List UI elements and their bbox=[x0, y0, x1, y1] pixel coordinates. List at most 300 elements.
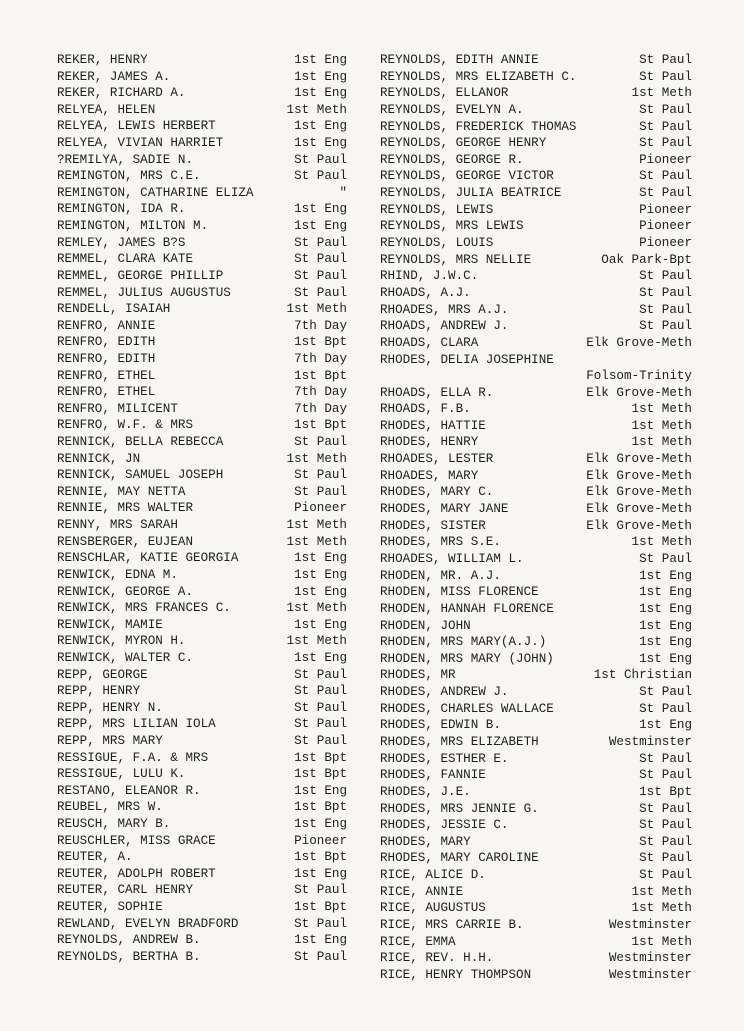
entry-church: 1st Meth bbox=[286, 302, 347, 317]
entry-church: 1st Meth bbox=[286, 518, 347, 533]
entry-name: RHODES, MR bbox=[380, 668, 456, 683]
entry-name: RENFRO, EDITH bbox=[57, 335, 156, 350]
entry-name: RHODES, MRS ELIZABETH bbox=[380, 734, 539, 749]
list-item bbox=[380, 784, 692, 801]
list-item bbox=[380, 667, 692, 684]
list-item bbox=[57, 617, 347, 634]
entry-name: RHODES, J.E. bbox=[380, 784, 471, 799]
entry-church: 1st Bpt bbox=[294, 335, 347, 350]
entry-church: Westminster bbox=[608, 918, 692, 933]
entry-church: 1st Meth bbox=[631, 402, 692, 417]
entry-church: St Paul bbox=[294, 717, 347, 732]
entry-name: REUBEL, MRS W. bbox=[57, 800, 163, 815]
list-item bbox=[380, 468, 692, 485]
list-item bbox=[57, 866, 347, 883]
entry-church: St Paul bbox=[639, 186, 692, 201]
entry-church: 1st Bpt bbox=[294, 900, 347, 915]
entry-church: 1st Eng bbox=[639, 568, 692, 583]
entry-church: 1st Meth bbox=[286, 102, 347, 117]
list-item bbox=[380, 534, 692, 551]
entry-name: RENNIE, MRS WALTER bbox=[57, 501, 194, 516]
list-item bbox=[57, 899, 347, 916]
entry-church: Pioneer bbox=[294, 833, 347, 848]
list-item bbox=[380, 684, 692, 701]
entry-name: RHODES, EDWIN B. bbox=[380, 718, 501, 733]
entry-church: 7th Day bbox=[294, 385, 347, 400]
entry-church: Westminster bbox=[608, 734, 692, 749]
entry-name: REPP, HENRY N. bbox=[57, 700, 163, 715]
entry-name: RHODES, MARY C. bbox=[380, 485, 494, 500]
entry-name: RHODEN, MRS MARY (JOHN) bbox=[380, 651, 554, 666]
entry-church: St Paul bbox=[294, 484, 347, 499]
entry-church: St Paul bbox=[294, 435, 347, 450]
list-item bbox=[57, 368, 347, 385]
list-item bbox=[380, 285, 692, 302]
entry-name: REYNOLDS, JULIA BEATRICE bbox=[380, 186, 562, 201]
entry-name: RESSIGUE, F.A. & MRS bbox=[57, 750, 209, 765]
entry-church: St Paul bbox=[639, 319, 692, 334]
entry-church: St Paul bbox=[294, 169, 347, 184]
entry-name: REMMEL, GEORGE PHILLIP bbox=[57, 268, 224, 283]
entry-church: Elk Grove-Meth bbox=[586, 452, 692, 467]
entry-church: 1st Eng bbox=[294, 551, 347, 566]
entry-name: RHODEN, JOHN bbox=[380, 618, 471, 633]
list-item bbox=[57, 932, 347, 949]
entry-name: RELYEA, VIVIAN HARRIET bbox=[57, 136, 224, 151]
entry-name: RHOADES, MARY bbox=[380, 468, 479, 483]
entry-name: REPP, GEORGE bbox=[57, 667, 148, 682]
list-item bbox=[57, 218, 347, 235]
entry-name: RHODES, DELIA JOSEPHINE bbox=[380, 352, 554, 367]
entry-name: RHODES, ESTHER E. bbox=[380, 751, 509, 766]
list-item bbox=[380, 119, 692, 136]
entry-name: RICE, ALICE D. bbox=[380, 868, 486, 883]
list-item bbox=[57, 517, 347, 534]
entry-name: RHOADES, WILLIAM L. bbox=[380, 551, 524, 566]
entry-church: St Paul bbox=[294, 700, 347, 715]
entry-church: St Paul bbox=[294, 684, 347, 699]
entry-name: ?REMILYA, SADIE N. bbox=[57, 152, 194, 167]
entry-church: St Paul bbox=[639, 701, 692, 716]
entry-name: REUTER, ADOLPH ROBERT bbox=[57, 866, 216, 881]
entry-church: St Paul bbox=[639, 102, 692, 117]
entry-name: RICE, HENRY THOMPSON bbox=[380, 967, 532, 982]
entry-church: 1st Eng bbox=[639, 585, 692, 600]
list-item bbox=[57, 185, 347, 202]
list-item bbox=[380, 917, 692, 934]
entry-name: RENNICK, JN bbox=[57, 451, 141, 466]
list-item bbox=[380, 318, 692, 335]
entry-church: 1st Eng bbox=[294, 567, 347, 582]
entry-church: Elk Grove-Meth bbox=[586, 485, 692, 500]
entry-church: 1st Eng bbox=[294, 650, 347, 665]
list-item bbox=[57, 434, 347, 451]
list-item bbox=[380, 352, 692, 385]
entry-name: RHODES, HATTIE bbox=[380, 418, 486, 433]
list-item bbox=[380, 900, 692, 917]
entry-church: Elk Grove-Meth bbox=[586, 335, 692, 350]
list-item bbox=[380, 950, 692, 967]
list-item bbox=[57, 650, 347, 667]
entry-name: RENNY, MRS SARAH bbox=[57, 518, 178, 533]
entry-church: St Paul bbox=[294, 268, 347, 283]
entry-church: St Paul bbox=[639, 285, 692, 300]
entry-name: REYNOLDS, LEWIS bbox=[380, 202, 494, 217]
entry-church: 1st Meth bbox=[631, 86, 692, 101]
entry-church: 1st Eng bbox=[639, 651, 692, 666]
list-item bbox=[57, 384, 347, 401]
list-item bbox=[380, 401, 692, 418]
entry-name: RENFRO, EDITH bbox=[57, 351, 156, 366]
entry-church: 7th Day bbox=[294, 351, 347, 366]
entry-church: Pioneer bbox=[639, 202, 692, 217]
entry-name: RENFRO, ETHEL bbox=[57, 385, 156, 400]
entry-name: REYNOLDS, FREDERICK THOMAS bbox=[380, 119, 577, 134]
list-item bbox=[57, 285, 347, 302]
entry-name: REYNOLDS, GEORGE R. bbox=[380, 152, 524, 167]
entry-name: REYNOLDS, GEORGE HENRY bbox=[380, 136, 547, 151]
right-column bbox=[380, 52, 692, 984]
list-item bbox=[57, 401, 347, 418]
list-item bbox=[57, 849, 347, 866]
entry-church: 1st Eng bbox=[294, 817, 347, 832]
entry-name: RICE, ANNIE bbox=[380, 884, 464, 899]
list-item bbox=[380, 69, 692, 86]
entry-church: 7th Day bbox=[294, 401, 347, 416]
entry-name: RHODES, HENRY bbox=[380, 435, 479, 450]
list-item bbox=[57, 351, 347, 368]
entry-church: " bbox=[339, 185, 347, 200]
entry-name: REUSCH, MARY B. bbox=[57, 817, 171, 832]
entry-church: 1st Bpt bbox=[294, 368, 347, 383]
entry-name: REKER, RICHARD A. bbox=[57, 86, 186, 101]
entry-church: 7th Day bbox=[294, 318, 347, 333]
list-item bbox=[380, 484, 692, 501]
entry-church: 1st Meth bbox=[286, 534, 347, 549]
list-item bbox=[57, 882, 347, 899]
entry-name: REPP, HENRY bbox=[57, 684, 141, 699]
entry-name: RICE, EMMA bbox=[380, 934, 456, 949]
entry-name: RENNICK, SAMUEL JOSEPH bbox=[57, 468, 224, 483]
list-item bbox=[380, 584, 692, 601]
entry-name: RICE, AUGUSTUS bbox=[380, 901, 486, 916]
entry-church: 1st Eng bbox=[294, 617, 347, 632]
entry-name: RENWICK, EDNA M. bbox=[57, 567, 178, 582]
list-item bbox=[380, 634, 692, 651]
entry-church: St Paul bbox=[294, 949, 347, 964]
entry-name: RENFRO, W.F. & MRS bbox=[57, 418, 194, 433]
list-item bbox=[57, 567, 347, 584]
entry-name: RHODES, FANNIE bbox=[380, 768, 486, 783]
entry-church: 1st Christian bbox=[593, 668, 692, 683]
entry-church: 1st Meth bbox=[631, 435, 692, 450]
list-item bbox=[57, 52, 347, 69]
list-item bbox=[380, 385, 692, 402]
entry-name: REUTER, CARL HENRY bbox=[57, 883, 194, 898]
entry-church: 1st Meth bbox=[631, 901, 692, 916]
list-item bbox=[380, 834, 692, 851]
entry-church: St Paul bbox=[639, 69, 692, 84]
entry-name: RENNICK, BELLA REBECCA bbox=[57, 435, 224, 450]
list-item bbox=[57, 783, 347, 800]
list-item bbox=[57, 766, 347, 783]
entry-name: RENDELL, ISAIAH bbox=[57, 302, 171, 317]
list-item bbox=[57, 85, 347, 102]
list-item bbox=[57, 118, 347, 135]
list-item bbox=[57, 534, 347, 551]
entry-name: RHIND, J.W.C. bbox=[380, 269, 479, 284]
entry-church: St Paul bbox=[639, 851, 692, 866]
list-item bbox=[57, 451, 347, 468]
entry-church: St Paul bbox=[294, 883, 347, 898]
entry-name: REYNOLDS, MRS ELIZABETH C. bbox=[380, 69, 577, 84]
list-item bbox=[380, 218, 692, 235]
list-item bbox=[57, 949, 347, 966]
entry-church: St Paul bbox=[294, 152, 347, 167]
list-item bbox=[57, 301, 347, 318]
entry-church: St Paul bbox=[294, 235, 347, 250]
entry-church: Elk Grove-Meth bbox=[586, 502, 692, 517]
list-item bbox=[57, 799, 347, 816]
entry-church: Folsom-Trinity bbox=[586, 368, 692, 383]
entry-name: RHOADS, ELLA R. bbox=[380, 385, 494, 400]
entry-church: 1st Meth bbox=[631, 535, 692, 550]
entry-name: RHODES, JESSIE C. bbox=[380, 818, 509, 833]
entry-name: RHOADES, MRS A.J. bbox=[380, 302, 509, 317]
entry-name: RESSIGUE, LULU K. bbox=[57, 767, 186, 782]
entry-name: REYNOLDS, MRS NELLIE bbox=[380, 252, 532, 267]
entry-name: RHODEN, MISS FLORENCE bbox=[380, 585, 539, 600]
list-item bbox=[57, 600, 347, 617]
entry-name: RENSCHLAR, KATIE GEORGIA bbox=[57, 551, 239, 566]
entry-name: REUSCHLER, MISS GRACE bbox=[57, 833, 216, 848]
entry-name: RENFRO, ETHEL bbox=[57, 368, 156, 383]
entry-church: 1st Eng bbox=[294, 584, 347, 599]
list-item bbox=[380, 884, 692, 901]
list-item bbox=[57, 201, 347, 218]
entry-name: REYNOLDS, EDITH ANNIE bbox=[380, 53, 539, 67]
list-item bbox=[380, 967, 692, 984]
entry-church: St Paul bbox=[639, 768, 692, 783]
entry-church: Oak Park-Bpt bbox=[601, 252, 692, 267]
entry-name: RHODES, SISTER bbox=[380, 518, 486, 533]
list-item bbox=[57, 235, 347, 252]
entry-name: REMLEY, JAMES B?S bbox=[57, 235, 186, 250]
entry-church: Pioneer bbox=[294, 501, 347, 516]
entry-church: St Paul bbox=[639, 818, 692, 833]
entry-name: REMINGTON, CATHARINE ELIZA bbox=[57, 185, 254, 200]
entry-name: RENWICK, MRS FRANCES C. bbox=[57, 601, 231, 616]
entry-name: RENWICK, WALTER C. bbox=[57, 650, 194, 665]
entry-name: REUTER, SOPHIE bbox=[57, 900, 163, 915]
entry-name: RHODES, MARY JANE bbox=[380, 502, 509, 517]
entry-church: St Paul bbox=[639, 751, 692, 766]
list-item bbox=[380, 52, 692, 69]
entry-name: RHODEN, MR. A.J. bbox=[380, 568, 501, 583]
list-item bbox=[57, 268, 347, 285]
list-item bbox=[380, 551, 692, 568]
entry-church: 1st Eng bbox=[294, 783, 347, 798]
list-item bbox=[57, 334, 347, 351]
entry-name: RHODES, MRS S.E. bbox=[380, 535, 501, 550]
list-item bbox=[57, 417, 347, 434]
entry-church: St Paul bbox=[639, 136, 692, 151]
left-column bbox=[57, 52, 347, 966]
list-item bbox=[380, 135, 692, 152]
entry-church: 1st Eng bbox=[294, 219, 347, 234]
entry-name: RENFRO, ANNIE bbox=[57, 318, 156, 333]
entry-church: St Paul bbox=[294, 468, 347, 483]
list-item bbox=[380, 235, 692, 252]
list-item bbox=[57, 135, 347, 152]
list-item bbox=[57, 550, 347, 567]
entry-name: REPP, MRS LILIAN IOLA bbox=[57, 717, 216, 732]
entry-church: St Paul bbox=[639, 834, 692, 849]
entry-church: Pioneer bbox=[639, 152, 692, 167]
entry-church: 1st Meth bbox=[286, 634, 347, 649]
list-item bbox=[380, 867, 692, 884]
entry-church: St Paul bbox=[639, 119, 692, 134]
list-item bbox=[380, 751, 692, 768]
entry-name: RENWICK, GEORGE A. bbox=[57, 584, 194, 599]
list-item bbox=[380, 801, 692, 818]
list-item bbox=[57, 484, 347, 501]
list-item bbox=[57, 251, 347, 268]
list-item bbox=[380, 850, 692, 867]
list-item bbox=[57, 750, 347, 767]
entry-church: 1st Bpt bbox=[294, 800, 347, 815]
entry-church: St Paul bbox=[294, 733, 347, 748]
entry-name: RHODES, CHARLES WALLACE bbox=[380, 701, 554, 716]
entry-name: RHOADES, LESTER bbox=[380, 452, 494, 467]
list-item bbox=[57, 716, 347, 733]
list-item bbox=[57, 102, 347, 119]
list-item bbox=[380, 651, 692, 668]
entry-name: REMINGTON, MILTON M. bbox=[57, 219, 209, 234]
list-item bbox=[380, 268, 692, 285]
entry-name: RICE, MRS CARRIE B. bbox=[380, 918, 524, 933]
entry-name: RHODES, MARY bbox=[380, 834, 471, 849]
list-item bbox=[380, 717, 692, 734]
entry-church: 1st Eng bbox=[294, 866, 347, 881]
entry-name: REYNOLDS, MRS LEWIS bbox=[380, 219, 524, 234]
entry-name: RHOADS, CLARA bbox=[380, 335, 479, 350]
list-item bbox=[57, 683, 347, 700]
entry-church: 1st Bpt bbox=[294, 418, 347, 433]
list-item bbox=[380, 518, 692, 535]
entry-church: Westminster bbox=[608, 951, 692, 966]
entry-church: 1st Eng bbox=[294, 86, 347, 101]
entry-church: St Paul bbox=[639, 868, 692, 883]
entry-church: St Paul bbox=[639, 551, 692, 566]
entry-name: REMMEL, CLARA KATE bbox=[57, 252, 194, 267]
entry-church: 1st Eng bbox=[294, 119, 347, 134]
list-item bbox=[57, 700, 347, 717]
entry-name: RENWICK, MAMIE bbox=[57, 617, 163, 632]
list-item bbox=[380, 734, 692, 751]
list-item bbox=[380, 501, 692, 518]
entry-name: REMINGTON, MRS C.E. bbox=[57, 169, 201, 184]
list-item bbox=[57, 667, 347, 684]
list-item bbox=[380, 102, 692, 119]
list-item bbox=[380, 418, 692, 435]
entry-church: St Paul bbox=[639, 685, 692, 700]
list-item bbox=[380, 252, 692, 269]
entry-church: 1st Eng bbox=[294, 202, 347, 217]
entry-church: Elk Grove-Meth bbox=[586, 468, 692, 483]
list-item bbox=[380, 335, 692, 352]
list-item bbox=[380, 568, 692, 585]
list-item bbox=[380, 302, 692, 319]
list-item bbox=[380, 202, 692, 219]
entry-name: RELYEA, LEWIS HERBERT bbox=[57, 119, 216, 134]
entry-name: RENWICK, MYRON H. bbox=[57, 634, 186, 649]
entry-name: REUTER, A. bbox=[57, 850, 133, 865]
list-item bbox=[380, 767, 692, 784]
entry-name: REWLAND, EVELYN BRADFORD bbox=[57, 916, 239, 931]
entry-name: REPP, MRS MARY bbox=[57, 733, 163, 748]
entry-name: RENFRO, MILICENT bbox=[57, 401, 178, 416]
entry-church: St Paul bbox=[294, 916, 347, 931]
entry-name: REYNOLDS, GEORGE VICTOR bbox=[380, 169, 554, 184]
entry-church: 1st Meth bbox=[286, 451, 347, 466]
list-item bbox=[57, 318, 347, 335]
list-item bbox=[57, 500, 347, 517]
entry-name: REMMEL, JULIUS AUGUSTUS bbox=[57, 285, 231, 300]
entry-church: 1st Bpt bbox=[639, 784, 692, 799]
entry-church: 1st Eng bbox=[639, 618, 692, 633]
entry-church: 1st Eng bbox=[294, 136, 347, 151]
entry-church: St Paul bbox=[294, 285, 347, 300]
entry-name: RENNIE, MAY NETTA bbox=[57, 484, 186, 499]
entry-church: St Paul bbox=[294, 252, 347, 267]
entry-name: REYNOLDS, LOUIS bbox=[380, 236, 494, 251]
list-item bbox=[380, 451, 692, 468]
entry-name: REYNOLDS, EVELYN A. bbox=[380, 102, 524, 117]
entry-church: 1st Bpt bbox=[294, 767, 347, 782]
entry-church: St Paul bbox=[639, 169, 692, 184]
entry-church: Elk Grove-Meth bbox=[586, 518, 692, 533]
list-item bbox=[57, 69, 347, 86]
list-item bbox=[380, 185, 692, 202]
entry-church: St Paul bbox=[639, 53, 692, 67]
entry-name: REKER, HENRY bbox=[57, 53, 148, 67]
entry-name: RHODEN, MRS MARY(A.J.) bbox=[380, 635, 547, 650]
list-item bbox=[380, 618, 692, 635]
entry-church: 1st Bpt bbox=[294, 850, 347, 865]
list-item bbox=[57, 916, 347, 933]
entry-name: RENSBERGER, EUJEAN bbox=[57, 534, 194, 549]
entry-name: RHOADS, A.J. bbox=[380, 285, 471, 300]
list-item bbox=[57, 152, 347, 169]
entry-name: RHODES, MARY CAROLINE bbox=[380, 851, 539, 866]
entry-church: Elk Grove-Meth bbox=[586, 385, 692, 400]
list-item bbox=[380, 434, 692, 451]
entry-name: REMINGTON, IDA R. bbox=[57, 202, 186, 217]
entry-church: Pioneer bbox=[639, 219, 692, 234]
entry-church: 1st Meth bbox=[286, 601, 347, 616]
entry-church: 1st Meth bbox=[631, 418, 692, 433]
entry-church: 1st Eng bbox=[294, 53, 347, 67]
entry-name: RICE, REV. H.H. bbox=[380, 951, 494, 966]
entry-church: 1st Eng bbox=[639, 635, 692, 650]
list-item bbox=[57, 833, 347, 850]
list-item bbox=[57, 584, 347, 601]
entry-church: 1st Eng bbox=[294, 933, 347, 948]
entry-church: 1st Bpt bbox=[294, 750, 347, 765]
entry-name: RHODES, MRS JENNIE G. bbox=[380, 801, 539, 816]
list-item bbox=[57, 733, 347, 750]
